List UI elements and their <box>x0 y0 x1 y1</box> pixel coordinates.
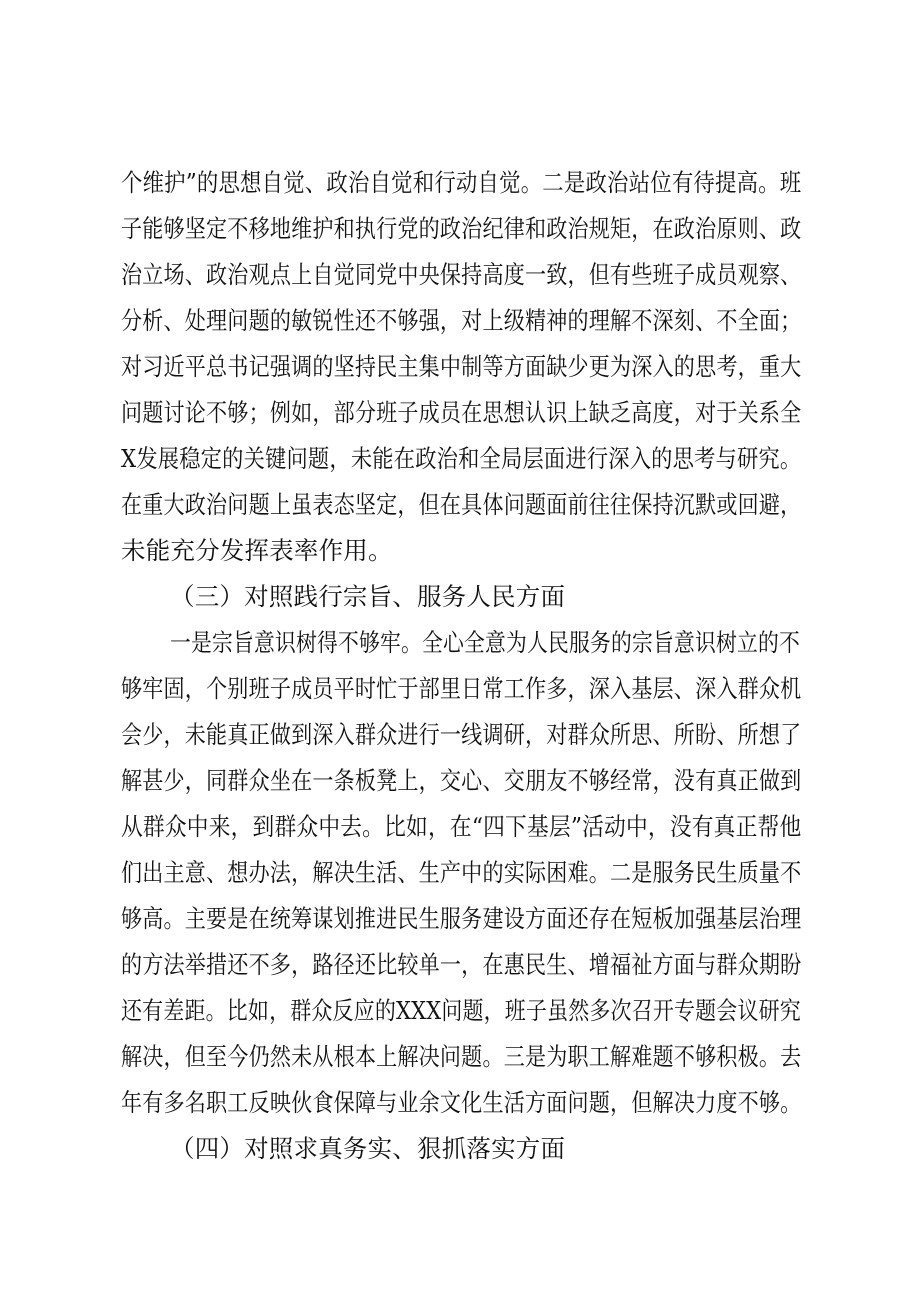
text-line: 们出主意、想办法，解决生活、生产中的实际困难。二是服务民生质量不 <box>121 858 802 887</box>
text-line: 解决，但至今仍然未从根本上解决问题。三是为职工解难题不够积极。去 <box>121 1042 802 1071</box>
text-line: 问题讨论不够；例如，部分班子成员在思想认识上缺乏高度，对于关系全 <box>121 398 802 427</box>
text-line: 子能够坚定不移地维护和执行党的政治纪律和政治规矩，在政治原则、政 <box>121 214 802 243</box>
text-line: 还有差距。比如，群众反应的XXX问题，班子虽然多次召开专题会议研究 <box>121 996 801 1025</box>
text-line: 治立场、政治观点上自觉同党中央保持高度一致，但有些班子成员观察、 <box>121 260 802 289</box>
section-heading: （三）对照践行宗旨、服务人民方面 <box>170 582 566 611</box>
text-line: 解甚少，同群众坐在一条板凳上，交心、交朋友不够经常，没有真正做到 <box>121 766 802 795</box>
text-line: 一是宗旨意识树得不够牢。全心全意为人民服务的宗旨意识树立的不 <box>170 628 800 657</box>
text-line: 未能充分发挥表率作用。 <box>121 536 393 565</box>
text-line: 对习近平总书记强调的坚持民主集中制等方面缺少更为深入的思考，重大 <box>121 352 802 381</box>
text-line: 会少，未能真正做到深入群众进行一线调研，对群众所思、所盼、所想了 <box>121 720 802 749</box>
text-line: 个维护”的思想自觉、政治自觉和行动自觉。二是政治站位有待提高。班 <box>121 168 802 197</box>
section-heading: （四）对照求真务实、狠抓落实方面 <box>170 1134 566 1163</box>
text-line: X发展稳定的关键问题，未能在政治和全局层面进行深入的思考与研究。 <box>121 444 802 473</box>
text-line: 年有多名职工反映伙食保障与业余文化生活方面问题，但解决力度不够。 <box>121 1088 802 1117</box>
text-line: 够牢固，个别班子成员平时忙于部里日常工作多，深入基层、深入群众机 <box>121 674 802 703</box>
text-line: 够高。主要是在统筹谋划推进民生服务建设方面还存在短板加强基层治理 <box>121 904 802 933</box>
text-line: 的方法举措还不多，路径还比较单一，在惠民生、增福祉方面与群众期盼 <box>121 950 802 979</box>
text-line: 分析、处理问题的敏锐性还不够强，对上级精神的理解不深刻、不全面； <box>121 306 802 335</box>
text-line: 从群众中来，到群众中去。比如，在“四下基层”活动中，没有真正帮他 <box>121 812 802 841</box>
text-line: 在重大政治问题上虽表态坚定，但在具体问题面前往往保持沉默或回避， <box>121 490 802 519</box>
